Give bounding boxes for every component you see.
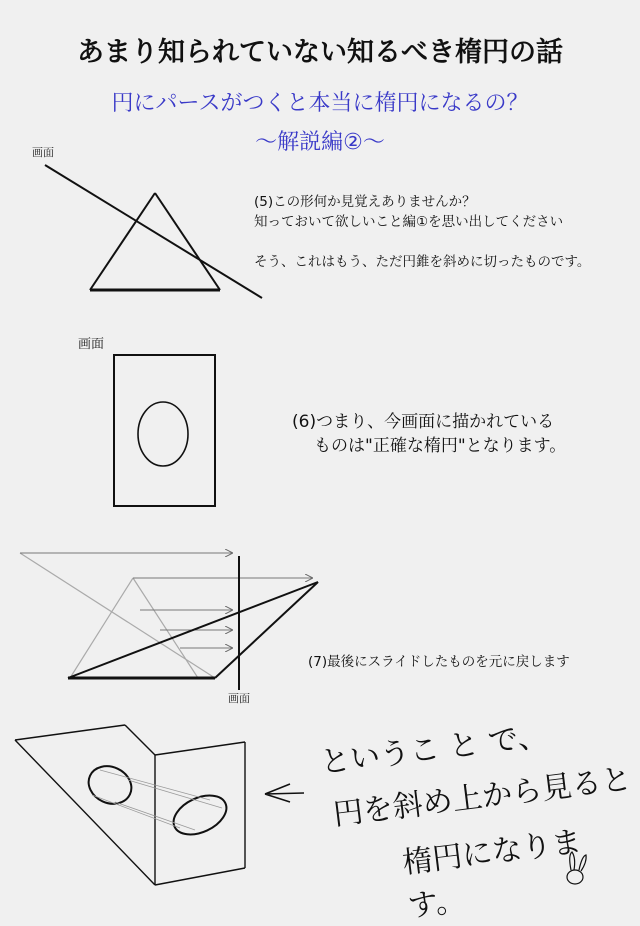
screen-label-fig6: 画面 — [78, 337, 105, 352]
screen-plane — [155, 742, 245, 885]
conclusion-line2: 円を斜め上から見ると — [331, 761, 634, 833]
section5-line3: そう、これはもう、ただ円錐を斜めに切ったものです。 — [254, 254, 591, 270]
ellipse-on-screen — [167, 788, 232, 842]
projection-lines — [92, 770, 222, 830]
section7-line1: (7)最後にスライドしたものを元に戻します — [308, 654, 570, 670]
conclusion-line1: というこ と で、 — [318, 718, 550, 781]
page-subtitle: 円にパースがつくと本当に楕円になるの？ — [111, 91, 529, 116]
circle-on-ground — [82, 759, 137, 810]
page-title: あまり知られていない知るべき楕円の話 — [77, 37, 563, 68]
ground-plane — [15, 725, 155, 885]
screen-label-fig5: 画面 — [32, 146, 54, 159]
section5-line2: 知っておいて欲しいこと編①を思い出してください — [254, 214, 564, 230]
screen-label-fig7: 画面 — [228, 692, 250, 705]
section5-line1: (5)この形何か見覚えありませんか？ — [254, 194, 476, 210]
section6-line2: ものは"正確な楕円"となります。 — [314, 436, 567, 456]
pointer-arrow — [265, 784, 304, 802]
page-subtitle-part: 〜解説編②〜 — [255, 130, 385, 155]
conclusion-line3: 楕円になります。 — [400, 824, 584, 925]
section6-line1: (6)つまり、今画面に描かれている — [292, 412, 555, 432]
